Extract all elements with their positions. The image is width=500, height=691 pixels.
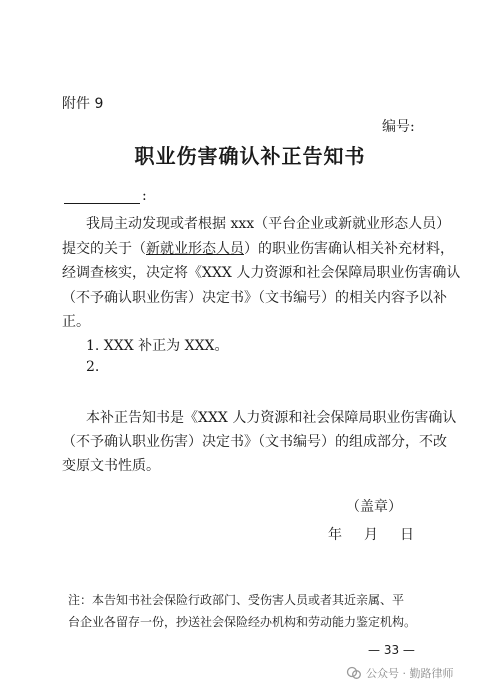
body-p1-text: 提交的关于（: [62, 241, 146, 257]
watermark: [346, 665, 454, 681]
body-p1-line-2: [62, 238, 454, 258]
body-p1-line-1: 我局主动发现或者根据 xxx（平台企业或新就业形态人员）: [86, 216, 451, 232]
addressee-line: [64, 188, 147, 204]
body-p1-text-cont: ）的职业伤害确认相关补充材料，: [244, 241, 454, 257]
note-line-1: 注：本告知书社会保险行政部门、受伤害人员或者其近亲属、平: [68, 593, 405, 607]
body-p1-line-5: 正。: [62, 314, 90, 330]
date-month: 月: [364, 527, 378, 543]
seal-label: （盖章）: [346, 499, 402, 515]
underlined-subject: 新就业形态人员: [146, 241, 244, 257]
attachment-label: 附件 9: [62, 96, 104, 112]
document-title: 职业伤害确认补正告知书: [134, 144, 366, 168]
date-line: [328, 524, 436, 544]
body-item-1: 1. XXX 补正为 XXX。: [86, 338, 229, 354]
wechat-official-account-icon: [346, 665, 362, 681]
body-p1-line-4: （不予确认职业伤害）决定书》（文书编号）的相关内容予以补: [62, 290, 447, 306]
doc-number-label: 编号:: [382, 119, 415, 135]
watermark-text: 公众号 · 勤路律师: [366, 667, 454, 680]
body-p2-line-3: 变原文书性质。: [62, 458, 160, 474]
page-number: — 33 —: [368, 643, 415, 657]
addressee-blank: [64, 189, 140, 204]
body-p2-line-1: 本补正告知书是《XXX 人力资源和社会保障局职业伤害确认: [86, 410, 457, 426]
body-p2-line-2: （不予确认职业伤害）决定书》（文书编号）的组成部分，不改: [62, 434, 447, 450]
date-year: 年: [328, 527, 342, 543]
body-p1-line-3: 经调查核实，决定将《XXX 人力资源和社会保障局职业伤害确认: [62, 265, 461, 281]
addressee-colon: :: [142, 188, 147, 204]
date-day: 日: [400, 527, 414, 543]
body-item-2: 2.: [86, 359, 100, 375]
note-line-2: 台企业各留存一份，抄送社会保险经办机构和劳动能力鉴定机构。: [68, 615, 417, 629]
